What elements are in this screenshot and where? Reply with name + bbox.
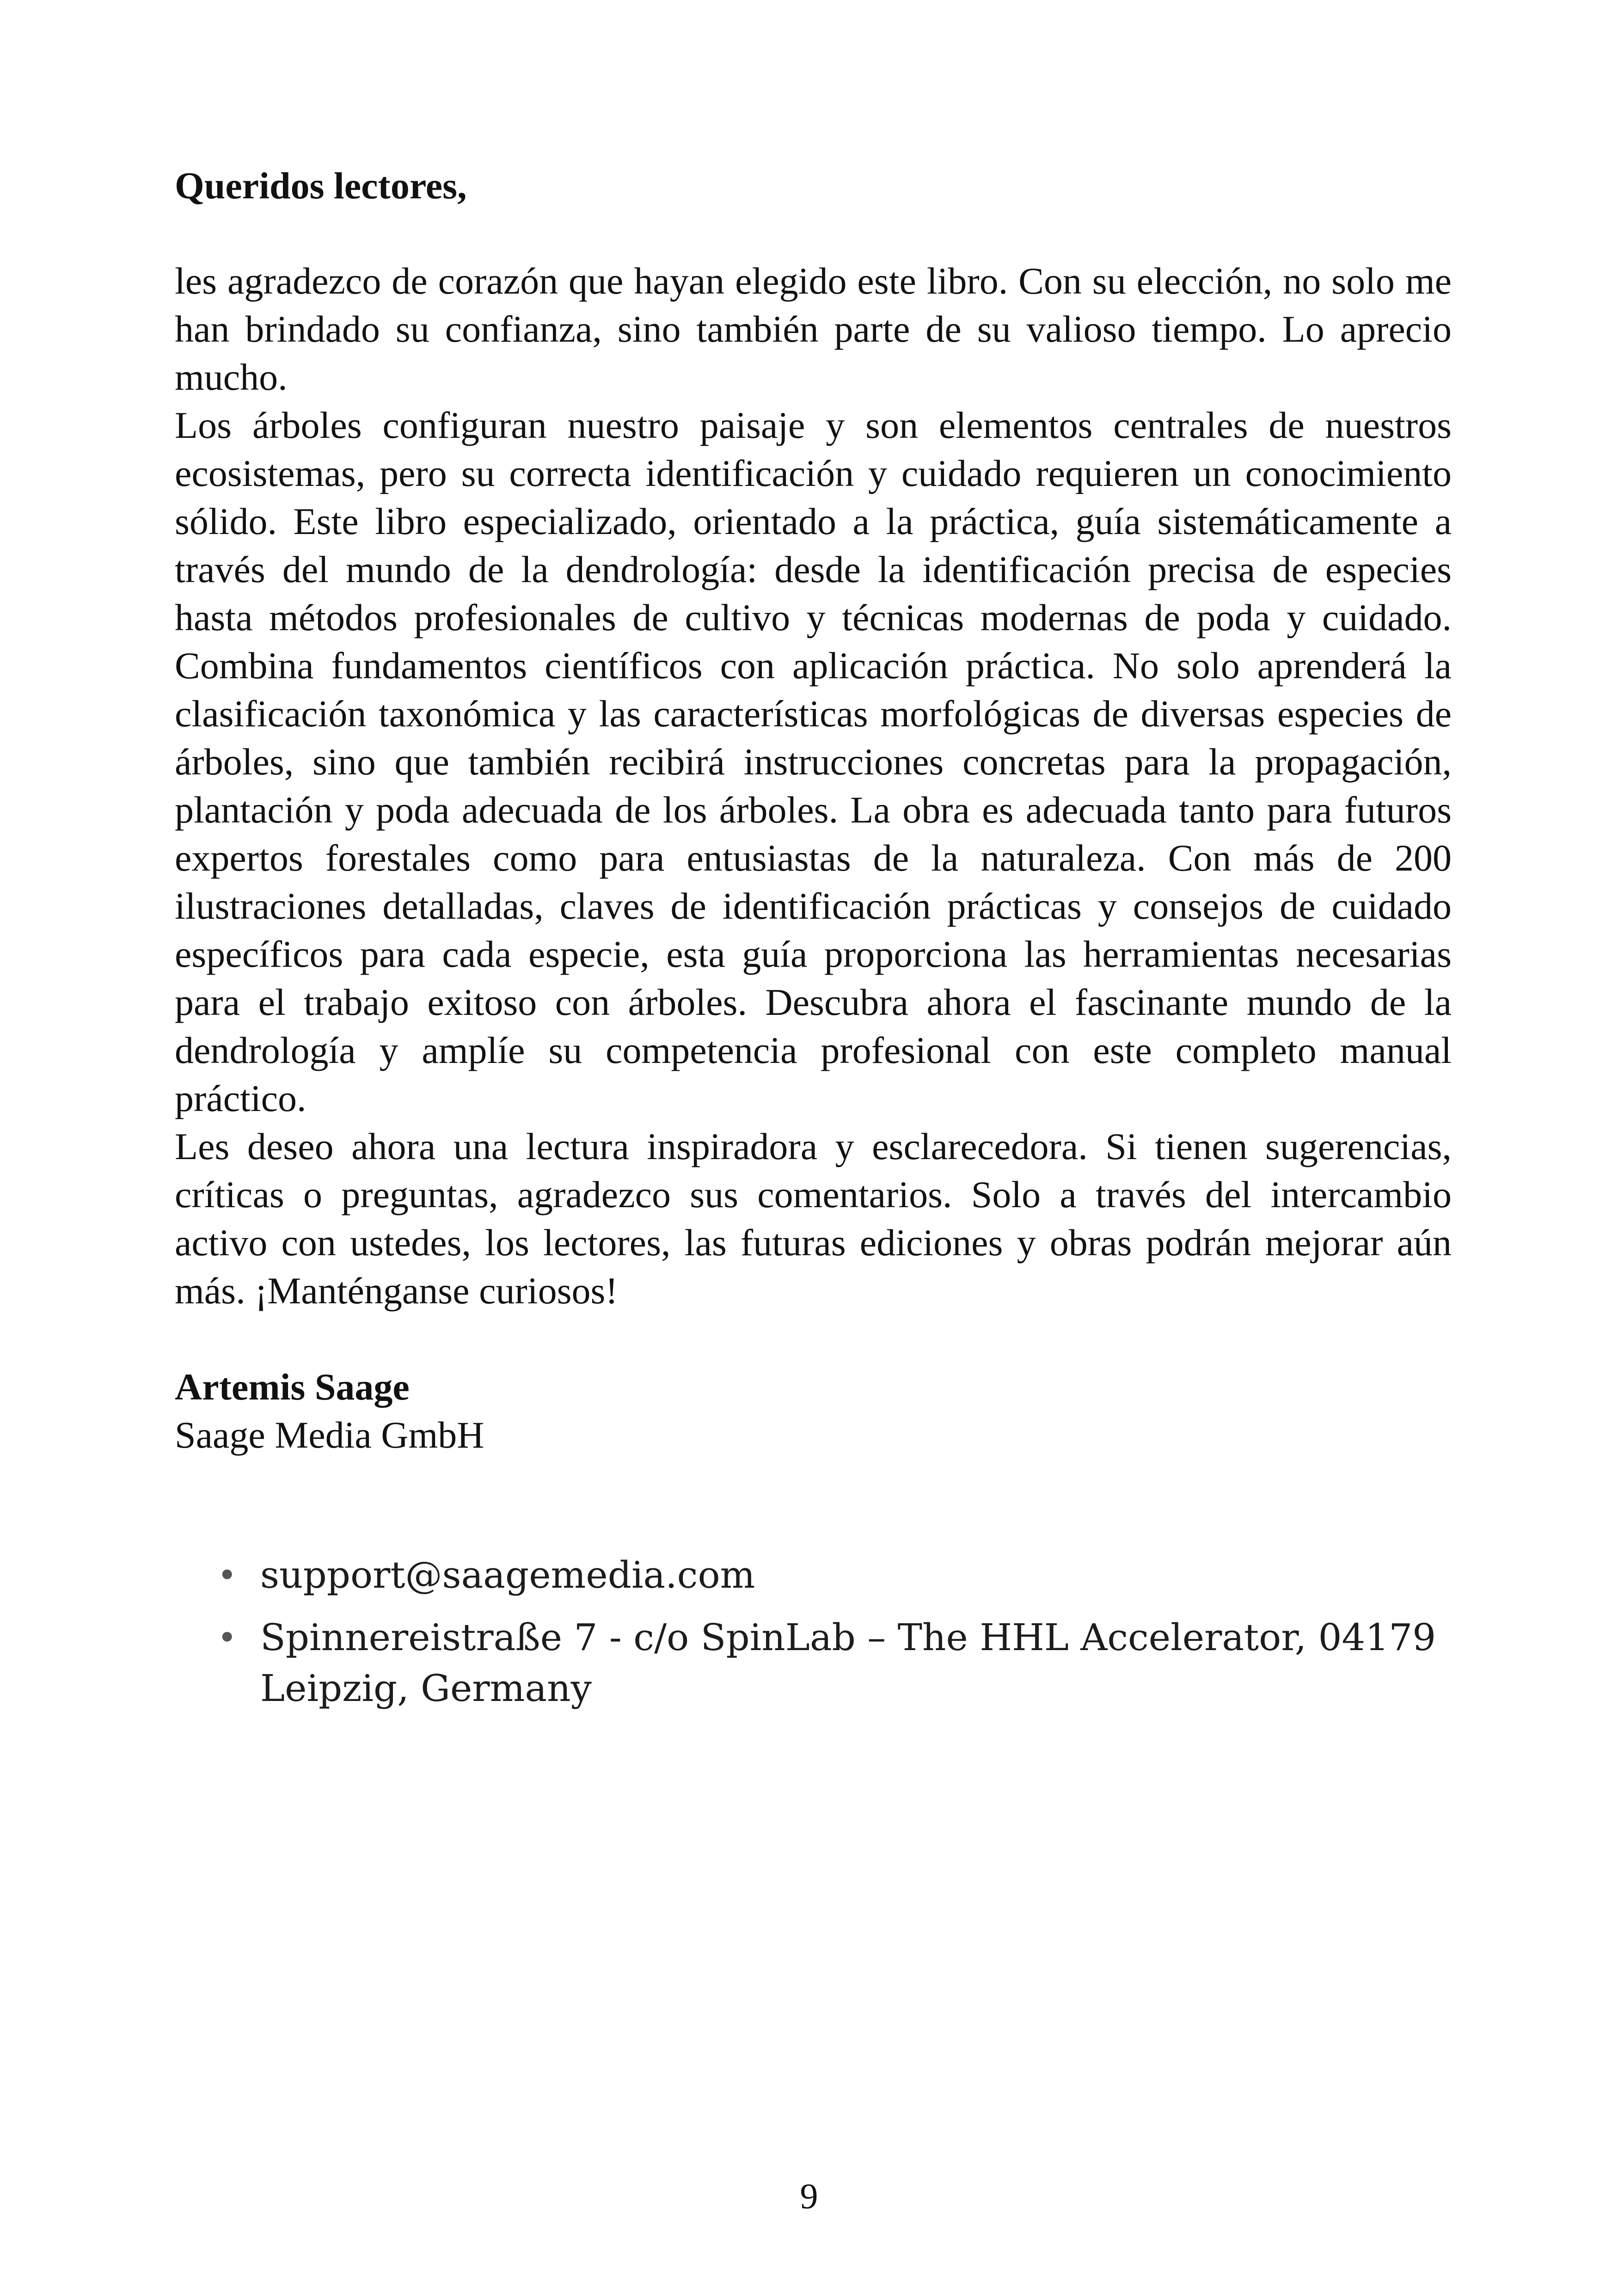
contact-list [175, 1550, 1452, 1714]
contact-email [175, 1550, 1452, 1601]
page-number: 9 [800, 2176, 818, 2216]
letter-content [175, 162, 1452, 1725]
contact-address-text: Spinnereistraße 7 - c/o SpinLab – The HHL Accelerator, 04179 Leipzig, Germany [260, 1616, 1436, 1710]
signature-block [175, 1363, 1452, 1459]
letter-paragraph: les agradezco de corazón que hayan elegido este libro. Con su elección, no solo me han brindado su confianza, sino también parte de su valioso tiempo. Lo aprecio mucho. [175, 260, 1452, 398]
contact-address [175, 1612, 1452, 1714]
letter-salutation: Queridos lectores, [175, 165, 467, 207]
company-name: Saage Media GmbH [175, 1414, 484, 1456]
bullet-icon: • [217, 1556, 237, 1595]
letter-body [175, 257, 1452, 1315]
bullet-icon: • [217, 1618, 237, 1657]
letter-paragraph: Les deseo ahora una lectura inspiradora y esclarecedora. Si tienen sugerencias, críticas o preguntas, agradezco sus comentarios. Solo a través del intercambio activo con ustedes, los lectores, las futuras ediciones y obras podrán mejorar aún más. ¡Manténganse curiosos! [175, 1125, 1452, 1312]
letter-paragraph: Los árboles configuran nuestro paisaje y son elementos centrales de nuestros ecosistemas, pero su correcta identificación y cuidado requieren un conocimiento sólido. Este libro especializado, orientado a la práctica, guía sistemáticamente a través del mundo de la dendrología: desde la identificación precisa de especies hasta métodos profesionales de cultivo y técnicas modernas de poda y cuidado. Combina fundamentos científicos con aplicación práctica. No solo aprenderá la clasificación taxonómica y las características morfológicas de diversas especies de árboles, sino que también recibirá instrucciones concretas para la propagación, plantación y poda adecuada de los árboles. La obra es adecuada tanto para futuros expertos forestales como para entusiastas de la naturaleza. Con más de 200 ilustraciones detalladas, claves de identificación prácticas y consejos de cuidado específicos para cada especie, esta guía proporciona las herramientas necesarias para el trabajo exitoso con árboles. Descubra ahora el fascinante mundo de la dendrología y amplíe su competencia profesional con este completo manual práctico. [175, 404, 1452, 1119]
contact-email-text: support@saagemedia.com [260, 1553, 755, 1596]
author-name: Artemis Saage [175, 1366, 410, 1408]
